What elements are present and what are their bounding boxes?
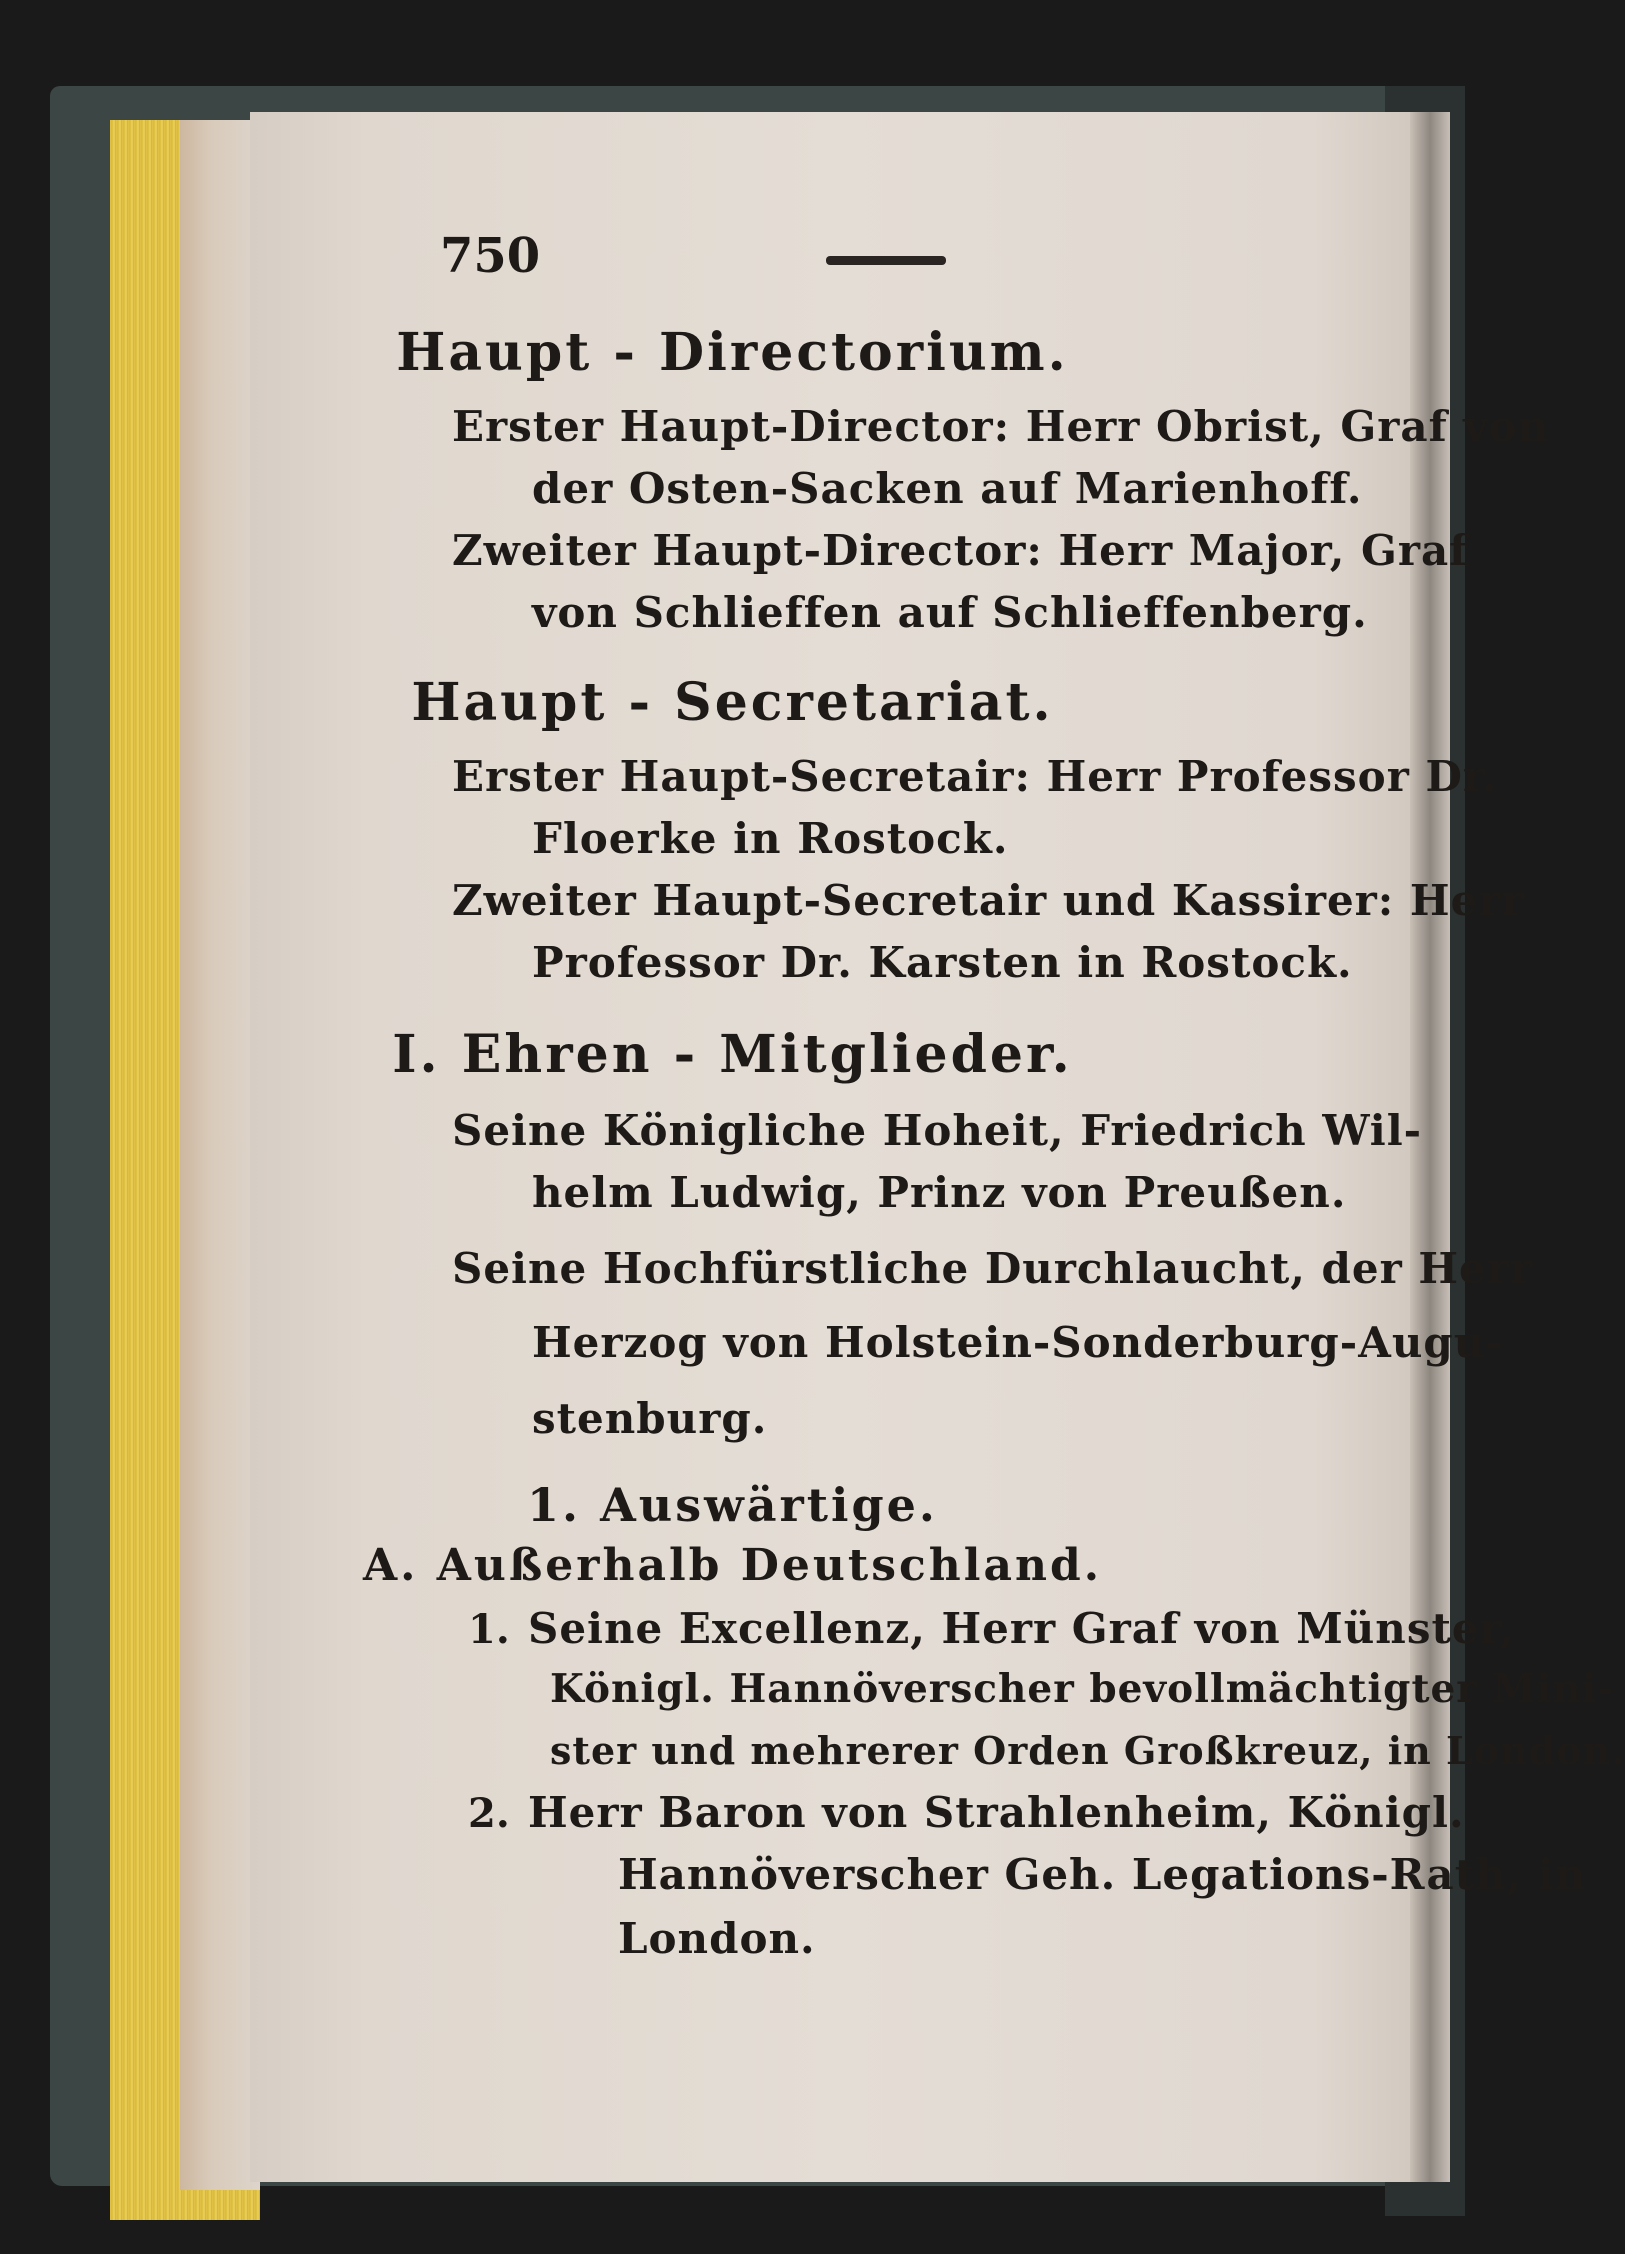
text-line: Floerke in Rostock. — [532, 814, 1009, 863]
heading-haupt-secretariat: Haupt - Secretariat. — [411, 672, 1054, 733]
heading-haupt-directorium: Haupt - Directorium. — [396, 322, 1069, 383]
text-line: Erster Haupt-Director: Herr Obrist, Graf von — [452, 402, 1550, 451]
header-ornament — [826, 256, 946, 265]
text-line: helm Ludwig, Prinz von Preußen. — [532, 1168, 1347, 1217]
text-line: Herr Baron von Strahlenheim, Königl. — [528, 1788, 1465, 1837]
text-line: Königl. Hannöverscher bevollmächtigter Mini- — [550, 1666, 1615, 1712]
entry-number: 2. — [468, 1790, 510, 1837]
text-line: Zweiter Haupt-Secretair und Kassirer: Herr — [452, 876, 1525, 925]
text-line: Hannöverscher Geh. Legations-Rath, in — [618, 1850, 1587, 1899]
heading-ehren-mitglieder: I. Ehren - Mitglieder. — [392, 1024, 1073, 1085]
text-line: London. — [618, 1914, 816, 1963]
text-line: Seine Königliche Hoheit, Friedrich Wil- — [452, 1106, 1423, 1155]
page-number: 750 — [440, 228, 541, 284]
text-line: der Osten-Sacken auf Marienhoff. — [532, 464, 1363, 513]
page-stack — [180, 120, 260, 2190]
entry-number: 1. — [468, 1606, 510, 1653]
heading-auswaertige: 1. Auswärtige. — [527, 1478, 938, 1532]
text-line: Professor Dr. Karsten in Rostock. — [532, 938, 1353, 987]
subheading-ausserhalb-deutschland: A. Außerhalb Deutschland. — [362, 1540, 1103, 1591]
text-line: stenburg. — [532, 1394, 768, 1443]
text-line: Herzog von Holstein-Sonderburg-Augu- — [532, 1318, 1504, 1367]
text-line: Erster Haupt-Secretair: Herr Professor Dr. — [452, 752, 1498, 801]
text-line: ster und mehrerer Orden Großkreuz, in London. — [550, 1728, 1625, 1773]
text-line: Seine Excellenz, Herr Graf von Münster, — [528, 1604, 1516, 1653]
text-line: Seine Hochfürstliche Durchlaucht, der Herr — [452, 1244, 1533, 1293]
text-line: Zweiter Haupt-Director: Herr Major, Graf — [452, 526, 1469, 575]
text-line: von Schlieffen auf Schlieffenberg. — [532, 588, 1368, 637]
